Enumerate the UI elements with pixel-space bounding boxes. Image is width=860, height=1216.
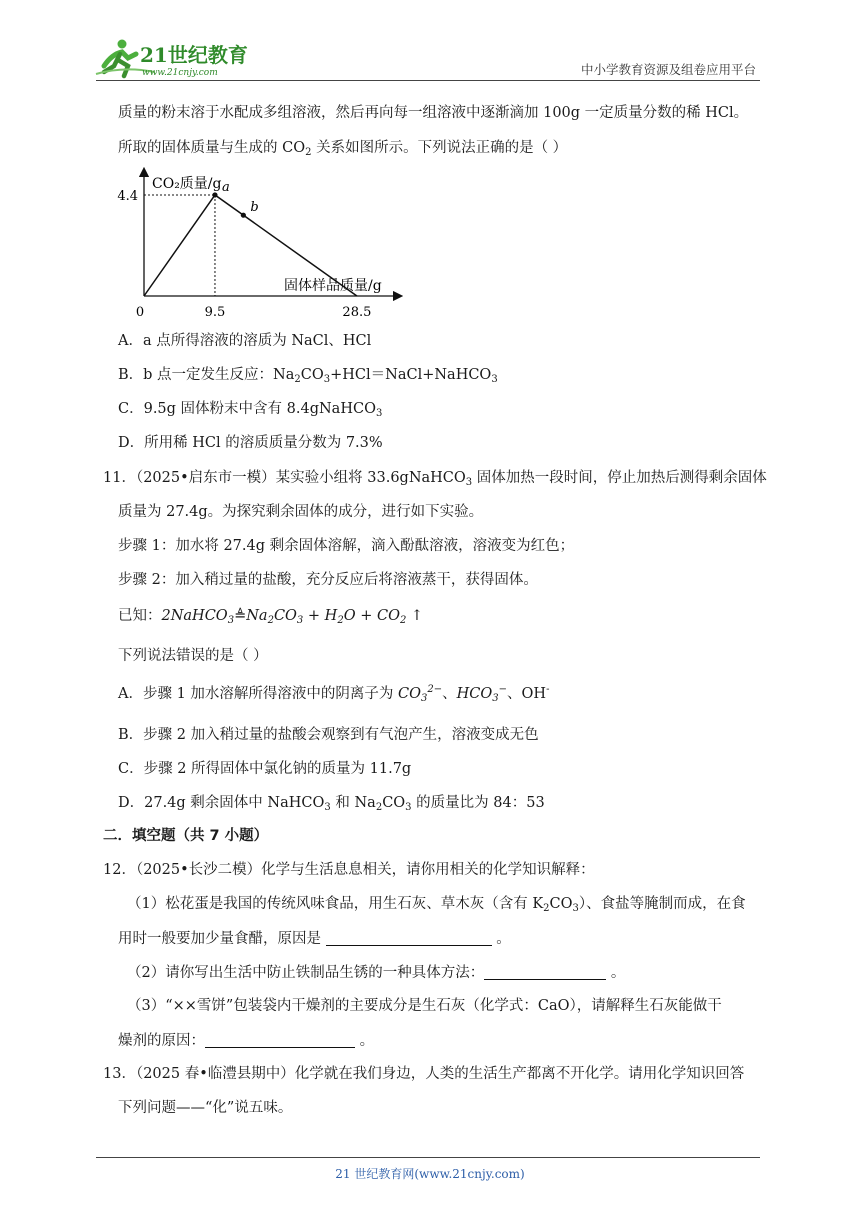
x-tick-label: 28.5 [342,305,372,320]
q10-option-d: D．所用稀 HCl 的溶质质量分数为 7.3% [118,435,383,451]
y-tick-label: 4.4 [117,188,138,204]
x-tick-label: 9.5 [204,305,226,320]
q10-line2: 所取的固体质量与生成的 $CO_2$ 关系如图所示。下列说法正确的是（ ） [118,140,568,158]
q10-option-b: B．b 点一定发生反应：$Na_2CO_3+HCl=NaCl+NaHCO_3$ [118,367,498,385]
q11-option-d: D．27.4g 剩余固体中 NaHCO$_3$ 和 $Na_2CO_3$ 的质量比为 84：53 [118,795,545,813]
q11-question: 下列说法错误的是（ ） [118,648,268,664]
footer-divider [96,1157,760,1158]
logo-url: www.21cnjy.com [142,68,218,78]
q10-option-c: C．9.5g 固体粉末中含有 8.4gNaHCO$_3$ [118,401,383,419]
q12-part2: （2）请你写出生活中防止铁制品生锈的一种具体方法： 。 [127,965,626,981]
q11-known: 已知：$2NaHCO_3≜Na_2CO_3 + H_2O + CO_2$ ↑ [118,608,424,626]
runner-logo-icon [94,36,264,80]
header-platform-text: 中小学教育资源及组卷应用平台 [580,62,756,77]
footer-site-text: 21 世纪教育网(www.21cnjy.com) [335,1167,525,1181]
answer-blank-1[interactable] [326,931,492,946]
chart-svg [108,166,408,324]
q13-line2: 下列问题——“化”说五味。 [118,1100,293,1116]
section-title-fill-in: 二．填空题（共 7 小题） [103,828,269,844]
q11-step1: 步骤 1：加水将 27.4g 剩余固体溶解，滴入酚酞溶液，溶液变为红色； [118,538,575,554]
point-label-b: b [250,200,259,216]
q12-part3-line2: 燥剂的原因： 。 [118,1033,375,1049]
q11-line2: 质量为 27.4g。为探究剩余固体的成分，进行如下实验。 [118,504,484,520]
site-logo [94,36,264,80]
q11-step2: 步骤 2：加入稍过量的盐酸，充分反应后将溶液蒸干，获得固体。 [118,572,538,588]
logo-text: 21世纪教育 [140,43,248,67]
q11-option-a: A．步骤 1 加水溶解所得溶液中的阴离子为 $CO_3^{2-}$、$HCO_3^-$、OH- [118,684,550,704]
point-b [241,213,246,218]
x-tick-label: 0 [135,305,145,320]
answer-blank-2[interactable] [484,965,606,980]
point-label-a: a [221,179,230,195]
q12-part1: （1）松花蛋是我国的传统风味食品，用生石灰、草木灰（含有 $K_2CO_3$）、食盐等腌制而成，在食 [127,896,746,914]
reaction-equation: $2NaHCO_3≜Na_2CO_3 + H_2O + CO_2$ ↑ [161,608,424,626]
point-a [212,192,217,197]
q10-option-a: A．a 点所得溶液的溶质为 NaCl、HCl [118,333,372,349]
x-axis-label: 固体样品质量/g [284,278,382,294]
answer-blank-3[interactable] [205,1033,355,1048]
q11-option-b: B．步骤 2 加入稍过量的盐酸会观察到有气泡产生，溶液变成无色 [118,727,539,743]
q10-line1: 质量的粉末溶于水配成多组溶液，然后再向每一组溶液中逐渐滴加 100g 一定质量分数的稀 HCl。 [118,105,749,121]
q13-line1: 13．（2025 春•临澧县期中）化学就在我们身边，人类的生活生产都离不开化学。请用化学知识回答 [103,1066,745,1082]
q12-part3: （3）“××雪饼”包装袋内干燥剂的主要成分是生石灰（化学式：CaO），请解释生石灰能做干 [127,998,722,1014]
header-divider [96,80,760,81]
y-axis-label: CO₂质量/g [152,176,222,192]
q12-line1: 12．（2025•长沙二模）化学与生活息息相关，请你用相关的化学知识解释： [103,862,595,878]
q12-part1-line2: 用时一般要加少量食醋，原因是 。 [118,931,511,947]
co2-chart [108,166,408,324]
q11-option-c: C．步骤 2 所得固体中氯化钠的质量为 11.7g [118,761,412,777]
q11-line1: 11．（2025•启东市一模）某实验小组将 33.6gNaHCO$_3$ 固体加热一段时间，停止加热后测得剩余固体 [103,470,767,488]
